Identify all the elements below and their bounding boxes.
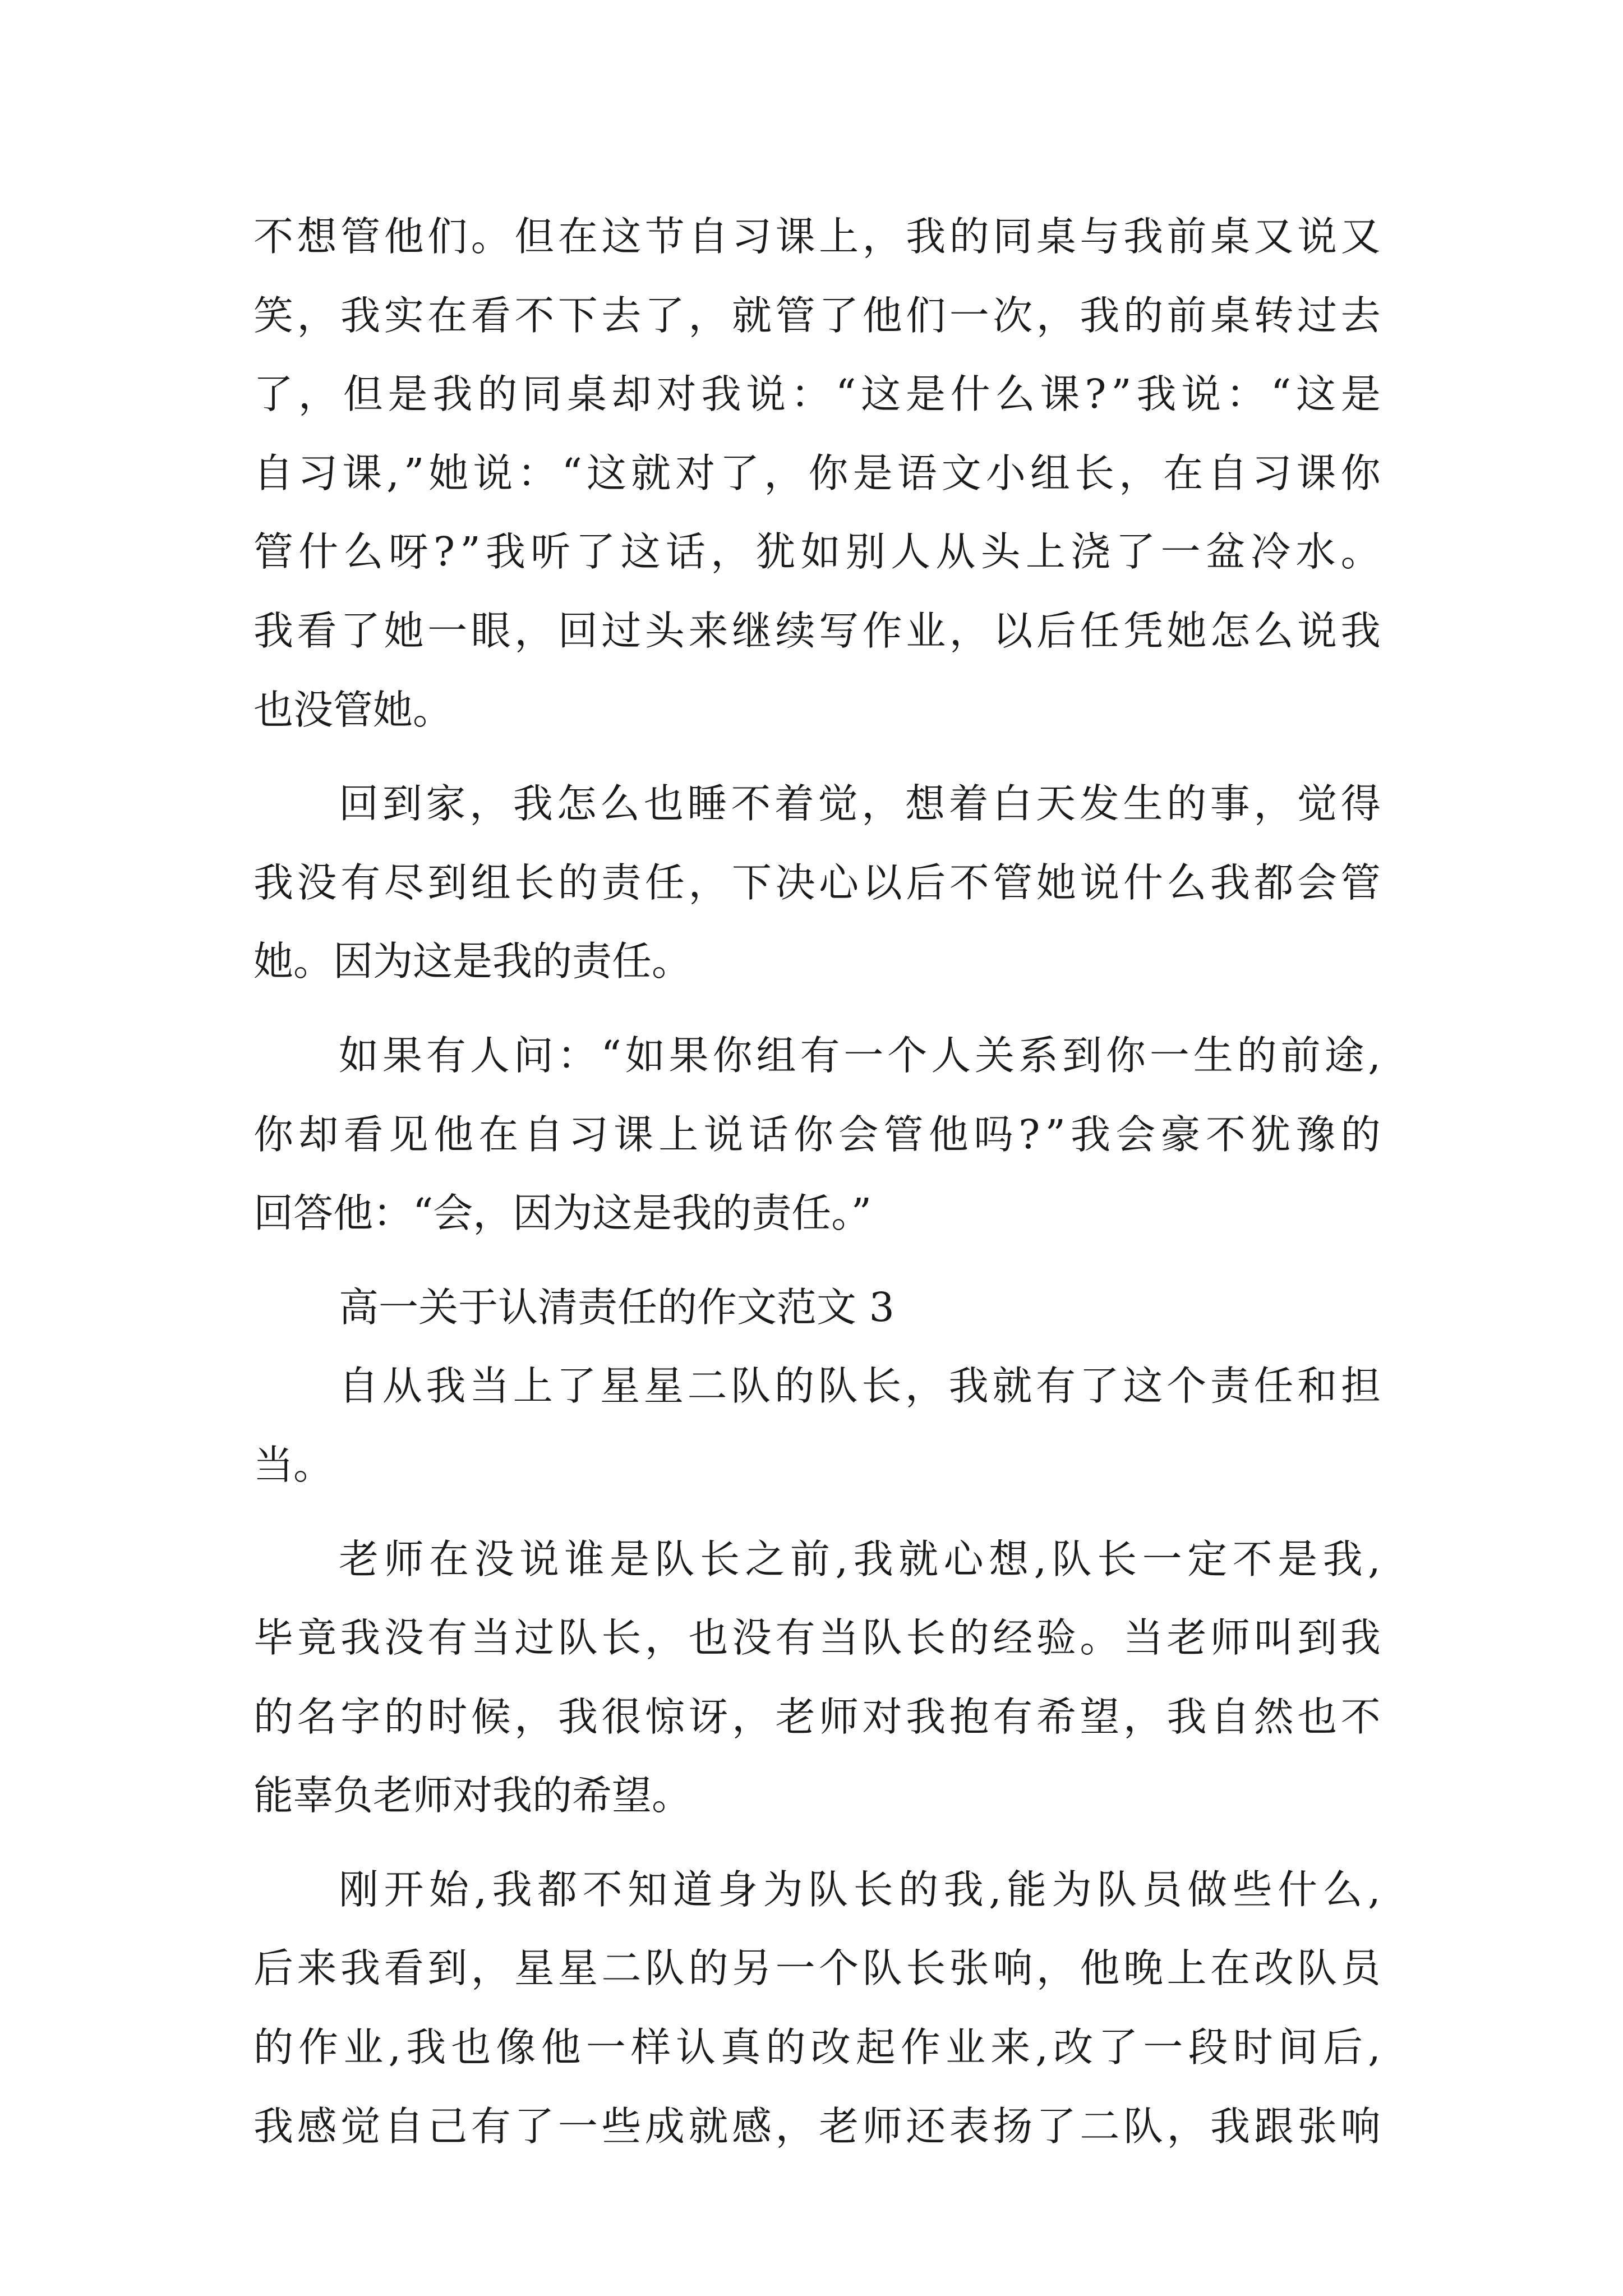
text-line: 不 想 管 他 们 。 但 在 这 节 自 习 课 上 ， 我 的 同 桌 与 我 前 桌 又 说 又: [253, 213, 1381, 260]
section-heading: 高一关于认清责任的作文范文 3: [339, 1283, 895, 1331]
text-line: 她。因为这是我的责任。: [253, 938, 692, 985]
text-line: 你 却 看 见 他 在 自 习 课 上 说 话 你 会 管 他 吗 ? ” 我 会 豪 不 犹 豫 的: [253, 1111, 1381, 1158]
text-line: 的 名 字 的 时 候 ， 我 很 惊 讶 ， 老 师 对 我 抱 有 希 望 ， 我 自 然 也 不: [253, 1693, 1381, 1740]
text-line: 回答他：“会，因为这是我的责任。”: [253, 1190, 872, 1237]
text-line: 回 到 家 ， 我 怎 么 也 睡 不 着 觉 ， 想 着 白 天 发 生 的 事 ， 觉 得: [339, 780, 1381, 827]
text-line: 能辜负老师对我的希望。: [253, 1772, 692, 1819]
text-line: 我 看 了 她 一 眼 ， 回 过 头 来 继 续 写 作 业 ， 以 后 任 凭 她 怎 么 说 我: [253, 607, 1381, 654]
text-line: 自 习 课 , ” 她 说 ： “ 这 就 对 了 ， 你 是 语 文 小 组 长 ， 在 自 习 课 你: [253, 449, 1381, 496]
text-line: 了 ， 但 是 我 的 同 桌 却 对 我 说 ： “ 这 是 什 么 课 ? ” 我 说 ： “ 这 是: [253, 371, 1381, 418]
text-line: 的 作 业 , 我 也 像 他 一 样 认 真 的 改 起 作 业 来 , 改 了 一 段 时 间 后 ,: [253, 2024, 1381, 2071]
text-line: 笑 ， 我 实 在 看 不 下 去 了 ， 就 管 了 他 们 一 次 ， 我 的 前 桌 转 过 去: [253, 292, 1381, 339]
text-line: 如 果 有 人 问 ： “ 如 果 你 组 有 一 个 人 关 系 到 你 一 生 的 前 途 ,: [339, 1032, 1381, 1079]
text-line: 当。: [253, 1441, 334, 1488]
text-line: 我 感 觉 自 己 有 了 一 些 成 就 感 ， 老 师 还 表 扬 了 二 队 ， 我 跟 张 响: [253, 2102, 1381, 2150]
text-line: 毕 竟 我 没 有 当 过 队 长 ， 也 没 有 当 队 长 的 经 验 。 当 老 师 叫 到 我: [253, 1614, 1381, 1662]
text-line: 管 什 么 呀 ? ” 我 听 了 这 话 ， 犹 如 别 人 从 头 上 浇 了 一 盆 冷 水 。: [253, 528, 1381, 576]
text-line: 自 从 我 当 上 了 星 星 二 队 的 队 长 ， 我 就 有 了 这 个 责 任 和 担: [339, 1363, 1381, 1410]
text-line: 我 没 有 尽 到 组 长 的 责 任 ， 下 决 心 以 后 不 管 她 说 什 么 我 都 会 管: [253, 859, 1381, 906]
text-line: 刚 开 始 , 我 都 不 知 道 身 为 队 长 的 我 , 能 为 队 员 做 些 什 么 ,: [339, 1866, 1381, 1913]
essay-body: [253, 197, 1381, 2166]
text-line: 老 师 在 没 说 谁 是 队 长 之 前 , 我 就 心 想 , 队 长 一 定 不 是 我 ,: [339, 1535, 1381, 1582]
text-line: 也没管她。: [253, 686, 453, 733]
text-line: 后 来 我 看 到 ， 星 星 二 队 的 另 一 个 队 长 张 响 ， 他 晚 上 在 改 队 员: [253, 1945, 1381, 1992]
